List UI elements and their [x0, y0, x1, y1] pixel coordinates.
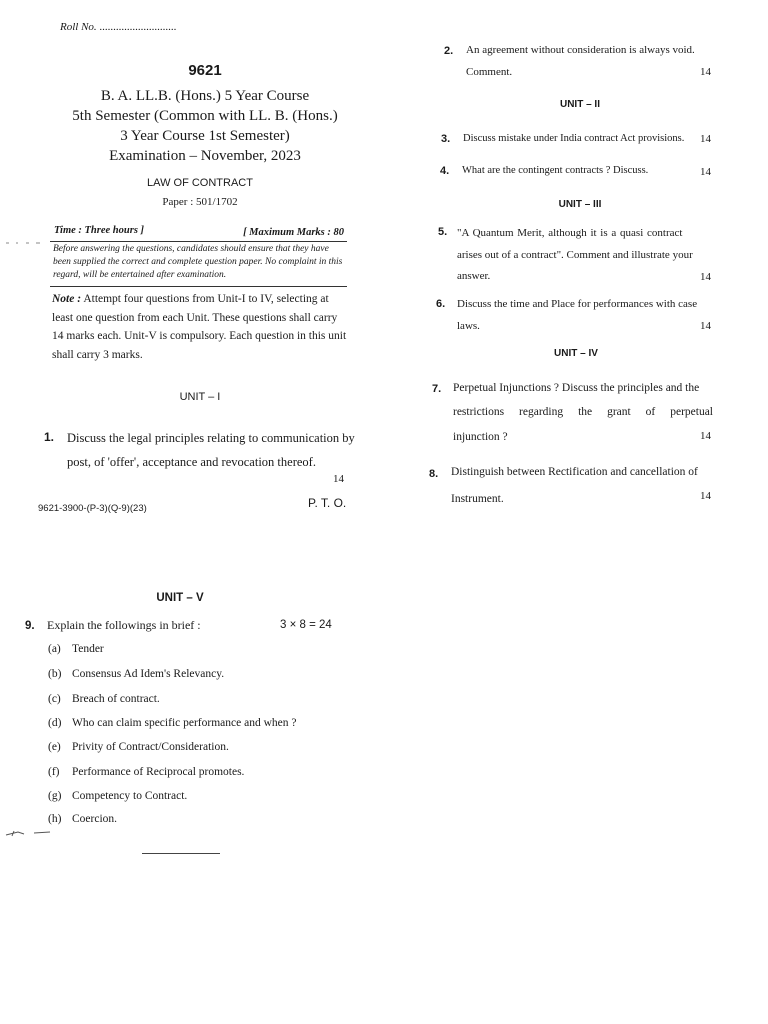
part-text: Who can claim specific performance and when ? [72, 717, 297, 729]
q9-part-a [48, 643, 104, 655]
part-label: (d) [48, 717, 62, 729]
q8-text-line2: Instrument. [451, 493, 504, 505]
q7-text-line3: injunction ? [453, 431, 508, 443]
unit-3-heading: UNIT – III [558, 199, 602, 210]
paper-code: 9621 [188, 62, 222, 79]
q6-text-line2: laws. [457, 320, 480, 332]
instruction-text: Before answering the questions, candidates should ensure that they have been supplied the correct and complete question paper. No complaint in this regard, will be entertained after examination. [53, 244, 343, 280]
paper-number: Paper : 501/1702 [162, 196, 238, 208]
q5-text-line1: "A Quantum Merit, although it is a quasi contract [457, 227, 683, 239]
part-label: (e) [48, 741, 61, 753]
scan-mark [4, 826, 54, 840]
q5-text-line2: arises out of a contract". Comment and illustrate your [457, 249, 693, 261]
part-label: (h) [48, 813, 62, 825]
unit-2-heading: UNIT – II [559, 99, 600, 110]
q5-number: 5. [438, 226, 448, 238]
pto-label: P. T. O. [308, 496, 347, 510]
q2-text-line2: Comment. [466, 66, 513, 78]
part-text: Privity of Contract/Consideration. [72, 741, 229, 753]
course-line-1: B. A. LL.B. (Hons.) 5 Year Course [100, 88, 310, 104]
q7-text-line2: restrictions regarding the grant of perpetual [453, 406, 713, 418]
q9-part-b [48, 668, 224, 680]
header-divider [50, 241, 347, 242]
time-allowed: Time : Three hours ] [54, 225, 145, 236]
q4-text: What are the contingent contracts ? Discuss. [462, 165, 649, 176]
q4-number: 4. [440, 165, 450, 177]
part-label: (a) [48, 643, 61, 655]
end-of-paper-rule [142, 853, 220, 854]
subject-title: LAW OF CONTRACT [147, 177, 253, 189]
exam-title: Examination – November, 2023 [109, 148, 301, 164]
q6-text-line1: Discuss the time and Place for performances with case [457, 298, 698, 310]
q8-number: 8. [429, 468, 439, 480]
note-label: Note : [52, 293, 82, 305]
part-text: Coercion. [72, 813, 118, 825]
q6-number: 6. [436, 298, 446, 310]
q7-text-line1: Perpetual Injunctions ? Discuss the principles and the [453, 382, 700, 394]
q6-marks: 14 [700, 320, 711, 332]
q2-text-line1: An agreement without consideration is always void. [466, 44, 695, 56]
part-label: (c) [48, 693, 61, 705]
q9-text: Explain the followings in brief : [47, 618, 201, 632]
part-text: Tender [72, 643, 104, 655]
scan-mark [4, 238, 44, 248]
course-line-2: 5th Semester (Common with LL. B. (Hons.) [72, 108, 338, 124]
q9-part-h [48, 813, 117, 825]
q3-marks: 14 [700, 133, 711, 145]
roll-number-line [60, 21, 176, 33]
note-text: Attempt four questions from Unit-I to IV, selecting at least one question from each Unit. These questions shall carry 14 marks each. Unit-V is compulsory. Each question in this unit shall carry 3 marks. [52, 293, 347, 361]
q8-text-line1: Distinguish between Rectification and cancellation of [451, 466, 698, 478]
q9-part-f [48, 766, 244, 778]
note-block [52, 290, 350, 364]
q1-marks: 14 [333, 473, 344, 485]
q9-part-c [48, 693, 160, 705]
part-label: (b) [48, 668, 62, 680]
part-text: Consensus Ad Idem's Relevancy. [72, 668, 225, 680]
q9-marks: 3 × 8 = 24 [280, 619, 332, 631]
q7-number: 7. [432, 383, 442, 395]
q9-part-e [48, 741, 229, 753]
part-label: (g) [48, 790, 62, 802]
q5-marks: 14 [700, 271, 711, 283]
unit-5-heading: UNIT – V [156, 592, 204, 604]
q8-marks: 14 [700, 490, 711, 502]
instruction-divider [50, 286, 347, 287]
part-text: Breach of contract. [72, 693, 160, 705]
q7-marks: 14 [700, 430, 711, 442]
maximum-marks: [ Maximum Marks : 80 [243, 227, 344, 238]
part-text: Performance of Reciprocal promotes. [72, 766, 245, 778]
roll-dots: ............................ [99, 21, 177, 33]
roll-label: Roll No. [60, 21, 97, 33]
q5-text-line3: answer. [457, 270, 491, 282]
q1-text: Discuss the legal principles relating to communication by post, of 'offer', acceptance and revocation thereof. [67, 431, 355, 469]
q9-part-g [48, 790, 187, 802]
q2-number: 2. [444, 45, 454, 57]
q1-number: 1. [44, 430, 55, 444]
course-line-3: 3 Year Course 1st Semester) [120, 128, 290, 144]
q9-part-d [48, 717, 296, 729]
q2-marks: 14 [700, 66, 711, 78]
part-text: Competency to Contract. [72, 790, 188, 802]
q3-text: Discuss mistake under India contract Act provisions. [463, 133, 685, 144]
part-label: (f) [48, 766, 60, 778]
unit-4-heading: UNIT – IV [554, 348, 598, 359]
paper-footer-code: 9621-3900-(P-3)(Q-9)(23) [38, 503, 147, 514]
q4-marks: 14 [700, 166, 711, 178]
q3-number: 3. [441, 133, 451, 145]
unit-1-heading: UNIT – I [179, 391, 221, 403]
q9-number: 9. [25, 620, 35, 632]
